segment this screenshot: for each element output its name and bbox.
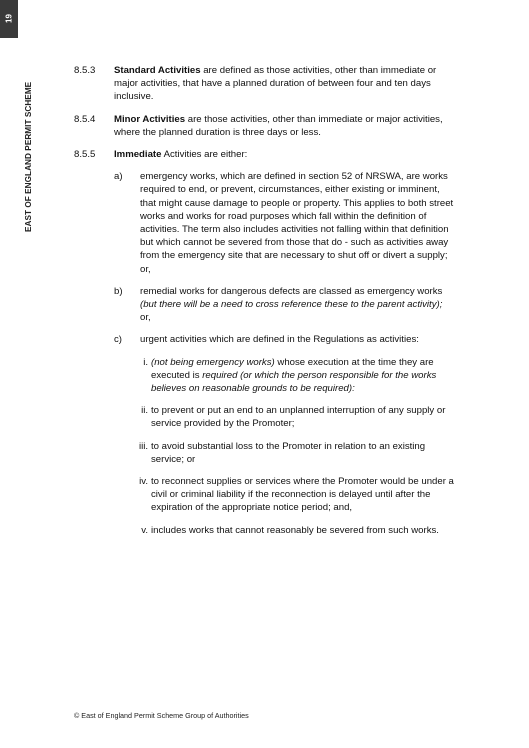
item-text [140,285,454,325]
sub-item-text: to avoid substantial loss to the Promoter in relation to an existing service; or [151,440,426,465]
sub-item-i [74,356,454,396]
sub-item-number: i. [143,356,148,368]
section-8-5-4 [74,113,454,139]
item-italic-note: (but there will be a need to cross reference these to the parent activity); [140,299,443,311]
sub-item-number: iii. [138,440,148,452]
section-8-5-3 [74,64,454,104]
item-label: a) [114,171,123,183]
sub-item-text: to prevent or put an end to an unplanned interruption of any supply or service provided by the Promoter; [151,405,446,430]
list-item-b [74,285,454,325]
section-text [114,148,454,161]
sub-item-iv [74,475,454,515]
sub-item-italic-start: (not being emergency works) [151,356,275,368]
sub-item-text: includes works that cannot reasonably be severed from such works. [151,524,439,536]
section-number: 8.5.4 [74,113,96,125]
list-item-c [74,333,454,346]
sub-item-text [151,356,454,396]
item-label: b) [114,285,123,297]
item-label: c) [114,334,122,346]
sub-item-v [74,524,454,537]
section-term: Immediate [114,149,162,161]
item-text-end: or, [140,312,151,324]
item-text: urgent activities which are defined in the Regulations as activities: [140,334,419,346]
section-definition: are those activities, other than immediate or major activities, where the planned duration is three days or less. [114,113,443,138]
list-item-a [74,170,454,276]
item-text: emergency works, which are defined in section 52 of NRSWA, are works required to end, or prevent, circumstances, either existing or imminent, that might cause damage to people or property. This applies to both street works and works for road purposes which fall within the definition of activities. The term also includes activities not falling within that definition but which cannot be severed from those that do - such as activities away from the emergency site that are necessary to shut off or divert a supply; or, [140,171,454,275]
section-8-5-5 [74,148,454,161]
section-term: Standard Activities [114,65,201,76]
sub-item-text: to reconnect supplies or services where the Promoter would be under a civil or criminal liability if the reconnection is delayed until after the expiration of the appropriate notice period; and, [151,476,454,514]
sub-item-number: v. [141,524,148,536]
sub-item-number: iv. [139,476,148,488]
footer-copyright: © East of England Permit Scheme Group of Authorities [74,711,249,720]
sub-item-ii [74,404,454,430]
side-title: EAST OF ENGLAND PERMIT SCHEME [24,81,33,232]
section-text [114,113,454,139]
page-number: 19 [4,14,14,24]
section-term: Minor Activities [114,113,186,125]
section-definition: are defined as those activities, other than immediate or major activities, that have a planned duration of between four and ten days inclusive. [114,65,437,103]
sub-item-iii [74,440,454,466]
sub-item-text-middle: whose execution at the time they are executed is [151,356,434,381]
section-number: 8.5.5 [74,149,96,161]
item-text-start: remedial works for dangerous defects are classed as emergency works [140,285,443,297]
section-definition: Activities are either: [161,149,248,161]
sub-item-number: ii. [141,405,148,417]
document-body [74,64,454,546]
section-text [114,64,454,104]
section-number: 8.5.3 [74,65,96,76]
sub-item-italic-end: required (or which the person responsible for the works believes on reasonable grounds to be required): [151,369,437,395]
